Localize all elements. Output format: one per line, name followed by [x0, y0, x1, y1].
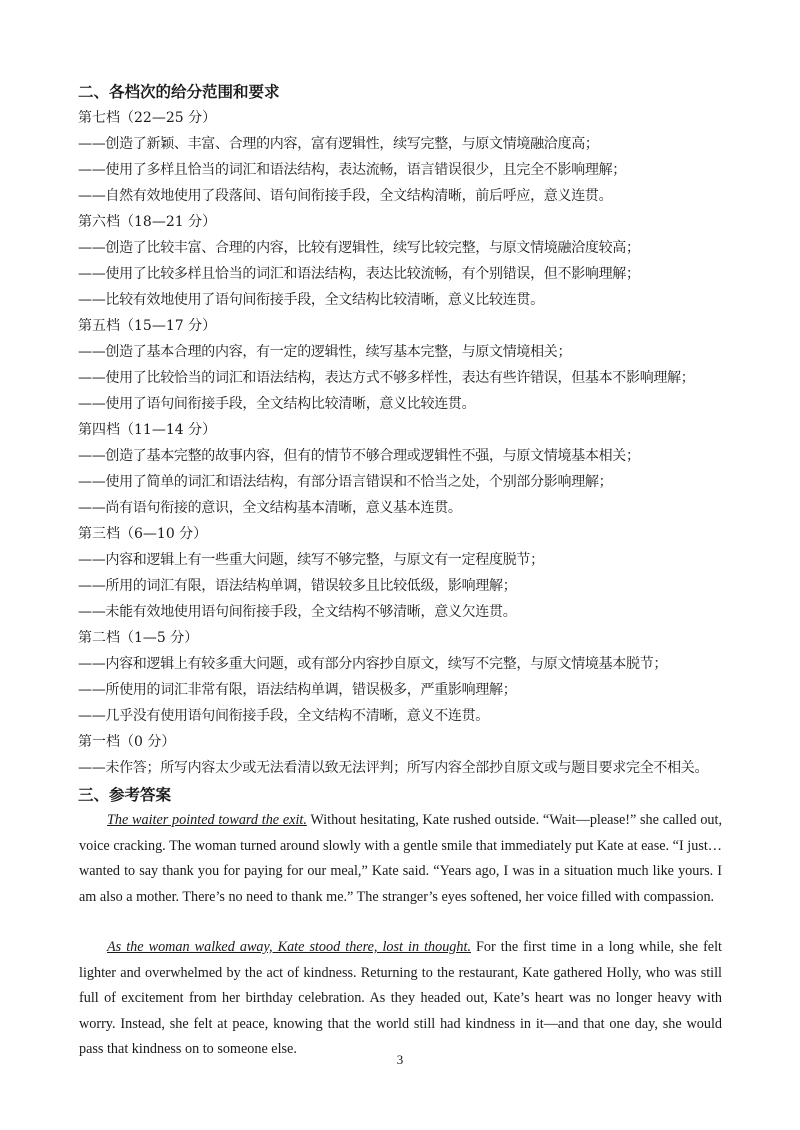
criterion-line: ——创造了新颖、丰富、合理的内容，富有逻辑性，续写完整，与原文情境融洽度高； [78, 136, 599, 152]
answer-paragraph-2 [79, 935, 722, 1063]
criterion-line: ——内容和逻辑上有较多重大问题，或有部分内容抄自原文，续写不完整，与原文情境基本脱节； [78, 656, 668, 672]
criterion-line: ——创造了比较丰富、合理的内容，比较有逻辑性，续写比较完整，与原文情境融洽度较高； [78, 240, 640, 256]
level-label: 第二档（1—5 分） [78, 630, 199, 646]
paragraph-lead-sentence: As the woman walked away, Kate stood there, lost in thought. [107, 939, 471, 955]
criterion-line: ——几乎没有使用语句间衔接手段，全文结构不清晰，意义不连贯。 [78, 708, 489, 724]
paragraph-lead-sentence: The waiter pointed toward the exit. [107, 812, 307, 828]
criterion-line: ——比较有效地使用了语句间衔接手段，全文结构比较清晰，意义比较连贯。 [78, 292, 544, 308]
level-label: 第四档（11—14 分） [78, 422, 217, 438]
criterion-line: ——自然有效地使用了段落间、语句间衔接手段，全文结构清晰，前后呼应，意义连贯。 [78, 188, 613, 204]
criterion-line: ——创造了基本合理的内容，有一定的逻辑性，续写基本完整，与原文情境相关； [78, 344, 572, 360]
level-label: 第七档（22—25 分） [78, 110, 217, 126]
criterion-line: ——未能有效地使用语句间衔接手段，全文结构不够清晰，意义欠连贯。 [78, 604, 517, 620]
criterion-line: ——使用了比较多样且恰当的词汇和语法结构，表达比较流畅，有个别错误，但不影响理解； [78, 266, 640, 282]
answer-paragraph-1 [79, 808, 722, 910]
criterion-line: ——创造了基本完整的故事内容，但有的情节不够合理或逻辑性不强，与原文情境基本相关； [78, 448, 640, 464]
paragraph-body: Without hesitating, Kate rushed outside. “Wait—please!” she called out, voice cracking. The woman turned around slowly with a gentle smile that immediately put Kate at ease. “I just… wanted to say thank you for paying for our meal,” Kate said. “Years ago, I was in a situation much like yours. I am also a mother. There’s no need to thank me.” The stranger’s eyes softened, her voice filled with compassion. [79, 812, 722, 905]
criterion-line: ——使用了多样且恰当的词汇和语法结构，表达流畅，语言错误很少，且完全不影响理解； [78, 162, 626, 178]
criterion-line: ——内容和逻辑上有一些重大问题，续写不够完整，与原文有一定程度脱节； [78, 552, 544, 568]
page-number: 3 [396, 1052, 404, 1067]
criterion-line: ——使用了简单的词汇和语法结构，有部分语言错误和不恰当之处，个别部分影响理解； [78, 474, 613, 490]
level-label: 第五档（15—17 分） [78, 318, 217, 334]
criterion-line: ——尚有语句衔接的意识，全文结构基本清晰，意义基本连贯。 [78, 500, 462, 516]
section-heading-answer: 三、参考答案 [78, 786, 172, 804]
paragraph-body: For the first time in a long while, she felt lighter and overwhelmed by the act of kindness. Returning to the restaurant, Kate gathered Holly, who was still full of excitement from her birthday celebration. As they headed out, Kate’s heart was no longer heavy with worry. Instead, she felt at peace, knowing that the world still had kindness in it—and that one day, she would pass that kindness on to someone else. [79, 939, 722, 1057]
criterion-line: ——所用的词汇有限，语法结构单调，错误较多且比较低级，影响理解； [78, 578, 517, 594]
criterion-line: ——所使用的词汇非常有限，语法结构单调，错误极多，严重影响理解； [78, 682, 517, 698]
level-label: 第六档（18—21 分） [78, 214, 217, 230]
level-label: 第三档（6—10 分） [78, 526, 208, 542]
criterion-line: ——使用了比较恰当的词汇和语法结构，表达方式不够多样性，表达有些许错误，但基本不影响理解； [78, 370, 695, 386]
criterion-line: ——使用了语句间衔接手段，全文结构比较清晰，意义比较连贯。 [78, 396, 476, 412]
level-label: 第一档（0 分） [78, 734, 176, 750]
section-heading-scoring: 二、各档次的给分范围和要求 [78, 83, 280, 101]
criterion-line: ——未作答；所写内容太少或无法看清以致无法评判；所写内容全部抄自原文或与题目要求完全不相关。 [78, 760, 709, 776]
